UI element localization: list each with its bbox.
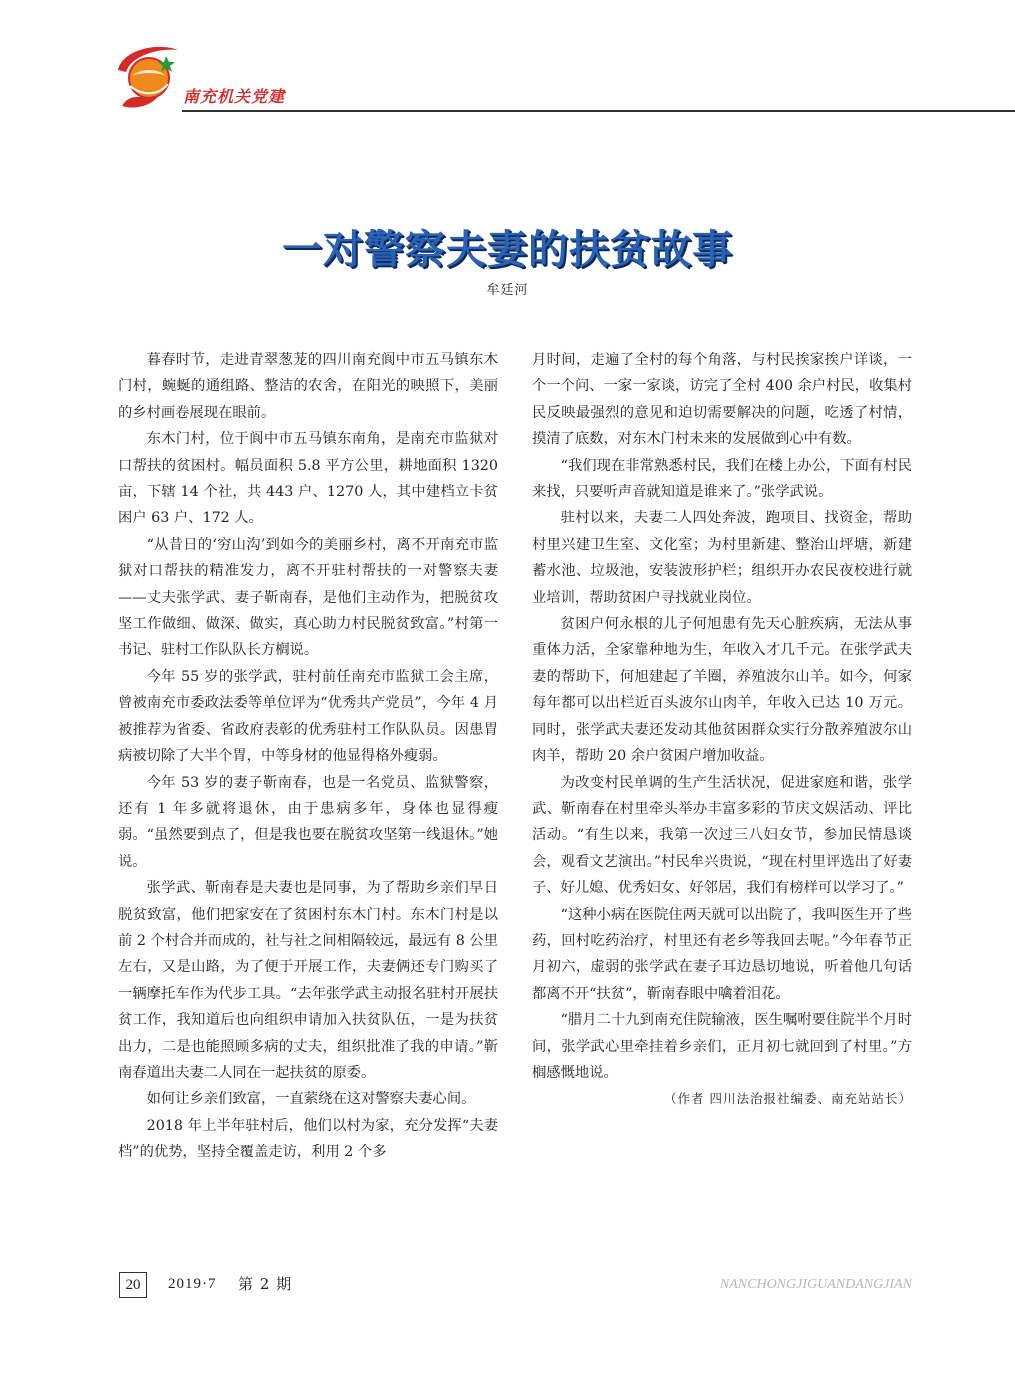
header-rule bbox=[182, 110, 1015, 112]
left-column bbox=[118, 347, 498, 1166]
paragraph: 今年 53 岁的妻子靳南春，也是一名党员、监狱警察，还有 1 年多就将退休，由于患病多年，身体也显得瘦弱。“虽然要到点了，但是我也要在脱贫攻坚第一线退休。”她说。 bbox=[118, 774, 498, 870]
article-title: 一对警察夫妻的扶贫故事 bbox=[282, 227, 733, 273]
paragraph: 今年 55 岁的张学武，驻村前任南充市监狱工会主席，曾被南充市委政法委等单位评为“优秀共产党员”，今年 4 月被推荐为省委、省政府表彰的优秀驻村工作队队员。因患胃病被切除了大半个胃，中等身材的他显得格外瘦弱。 bbox=[118, 668, 498, 765]
journal-name: 南充机关党建 bbox=[183, 87, 286, 106]
paragraph-continuation: 月时间，走遍了全村的每个角落，与村民挨家挨户详谈，一个一个问、一家一家谈，访完了全村 400 余户村民，收集村民反映最强烈的意见和迫切需要解决的问题，吃透了村情，摸清了底数，对东木门村未来的发展做到心中有数。 bbox=[532, 352, 912, 448]
article-author: 牟廷河 bbox=[486, 283, 529, 298]
paragraph: 如何让乡亲们致富，一直萦绕在这对警察夫妻心间。 bbox=[146, 1091, 476, 1108]
journal-pinyin: NANCHONGJIGUANDANGJIAN bbox=[719, 1277, 912, 1292]
author-byline: （作者 四川法治报社编委、南充站站长） bbox=[664, 1091, 912, 1107]
party-logo-icon bbox=[112, 40, 186, 114]
paragraph: “这种小病在医院住两天就可以出院了，我叫医生开了些药，回村吃药治疗，村里还有老乡等我回去呢。”今年春节正月初六，虚弱的张学武在妻子耳边恳切地说，听着他几句话都离不开“扶贫”，靳南春眼中噙着泪花。 bbox=[532, 906, 912, 1002]
paragraph: 贫困户何永根的儿子何旭患有先天心脏疾病，无法从事重体力活，全家靠种地为生，年收入才几千元。在张学武夫妻的帮助下，何旭建起了羊圈，养殖波尔山羊。如今，何家每年都可以出栏近百头波尔山肉羊，年收入已达 10 万元。同时，张学武夫妻还发动其他贫困群众实行分散养殖波尔山肉羊，帮助 20 余户贫困户增加收益。 bbox=[532, 616, 912, 765]
paragraph: 驻村以来，夫妻二人四处奔波，跑项目、找资金，帮助村里兴建卫生室、文化室；为村里新建、整治山坪塘，新建蓄水池、垃圾池，安装波形护栏；组织开办农民夜校进行就业培训，帮助贫困户寻找就业岗位。 bbox=[532, 510, 912, 606]
issue-date: 2019·7 bbox=[168, 1276, 217, 1292]
paragraph: 东木门村，位于阆中市五马镇东南角，是南充市监狱对口帮扶的贫困村。幅员面积 5.8 平方公里，耕地面积 1320 亩，下辖 14 个社，共 443 户、1270 人，其中建档立卡贫困户 63 户、172 人。 bbox=[118, 431, 498, 527]
paragraph: 为改变村民单调的生产生活状况，促进家庭和谐，张学武、靳南春在村里牵头举办丰富多彩的节庆文娱活动、评比活动。“有生以来，我第一次过三八妇女节，参加民情恳谈会，观看文艺演出。”村民牟兴贵说，“现在村里评选出了好妻子、好儿媳、优秀妇女、好邻居，我们有榜样可以学习了。” bbox=[532, 774, 912, 897]
issue-number: 第 2 期 bbox=[238, 1275, 293, 1293]
right-column bbox=[532, 347, 912, 1113]
page-number: 20 bbox=[119, 1272, 147, 1298]
paragraph: “腊月二十九到南充住院输液，医生嘱咐要住院半个月时间，张学武心里牵挂着乡亲们，正月初七就回到了村里。”方榈感慨地说。 bbox=[532, 1012, 912, 1081]
paragraph: 2018 年上半年驻村后，他们以村为家，充分发挥“夫妻档”的优势，坚持全覆盖走访，利用 2 个多 bbox=[118, 1117, 498, 1161]
paragraph: “从昔日的‘穷山沟’到如今的美丽乡村，离不开南充市监狱对口帮扶的精准发力，离不开驻村帮扶的一对警察夫妻——丈夫张学武、妻子靳南春，是他们主动作为，把脱贫攻坚工作做细、做深、做实，真心助力村民脱贫致富。”村第一书记、驻村工作队队长方榈说。 bbox=[118, 536, 498, 659]
paragraph: 张学武、靳南春是夫妻也是同事，为了帮助乡亲们早日脱贫致富，他们把家安在了贫困村东木门村。东木门村是以前 2 个村合并而成的，社与社之间相隔较远，最远有 8 公里左右，又是山路，为了便于开展工作，夫妻俩还专门购买了一辆摩托车作为代步工具。“去年张学武主动报名驻村开展扶贫工作，我知道后也向组织申请加入扶贫队伍，一是为扶贫出力，二是也能照顾多病的丈夫，组织批准了我的申请。”靳南春道出夫妻二人同在一起扶贫的原委。 bbox=[118, 880, 498, 1081]
paragraph: 暮春时节，走进青翠葱茏的四川南充阆中市五马镇东木门村，蜿蜒的通组路、整洁的农舍，在阳光的映照下，美丽的乡村画卷展现在眼前。 bbox=[118, 352, 498, 421]
paragraph: “我们现在非常熟悉村民，我们在楼上办公，下面有村民来找，只要听声音就知道是谁来了。”张学武说。 bbox=[532, 457, 912, 501]
